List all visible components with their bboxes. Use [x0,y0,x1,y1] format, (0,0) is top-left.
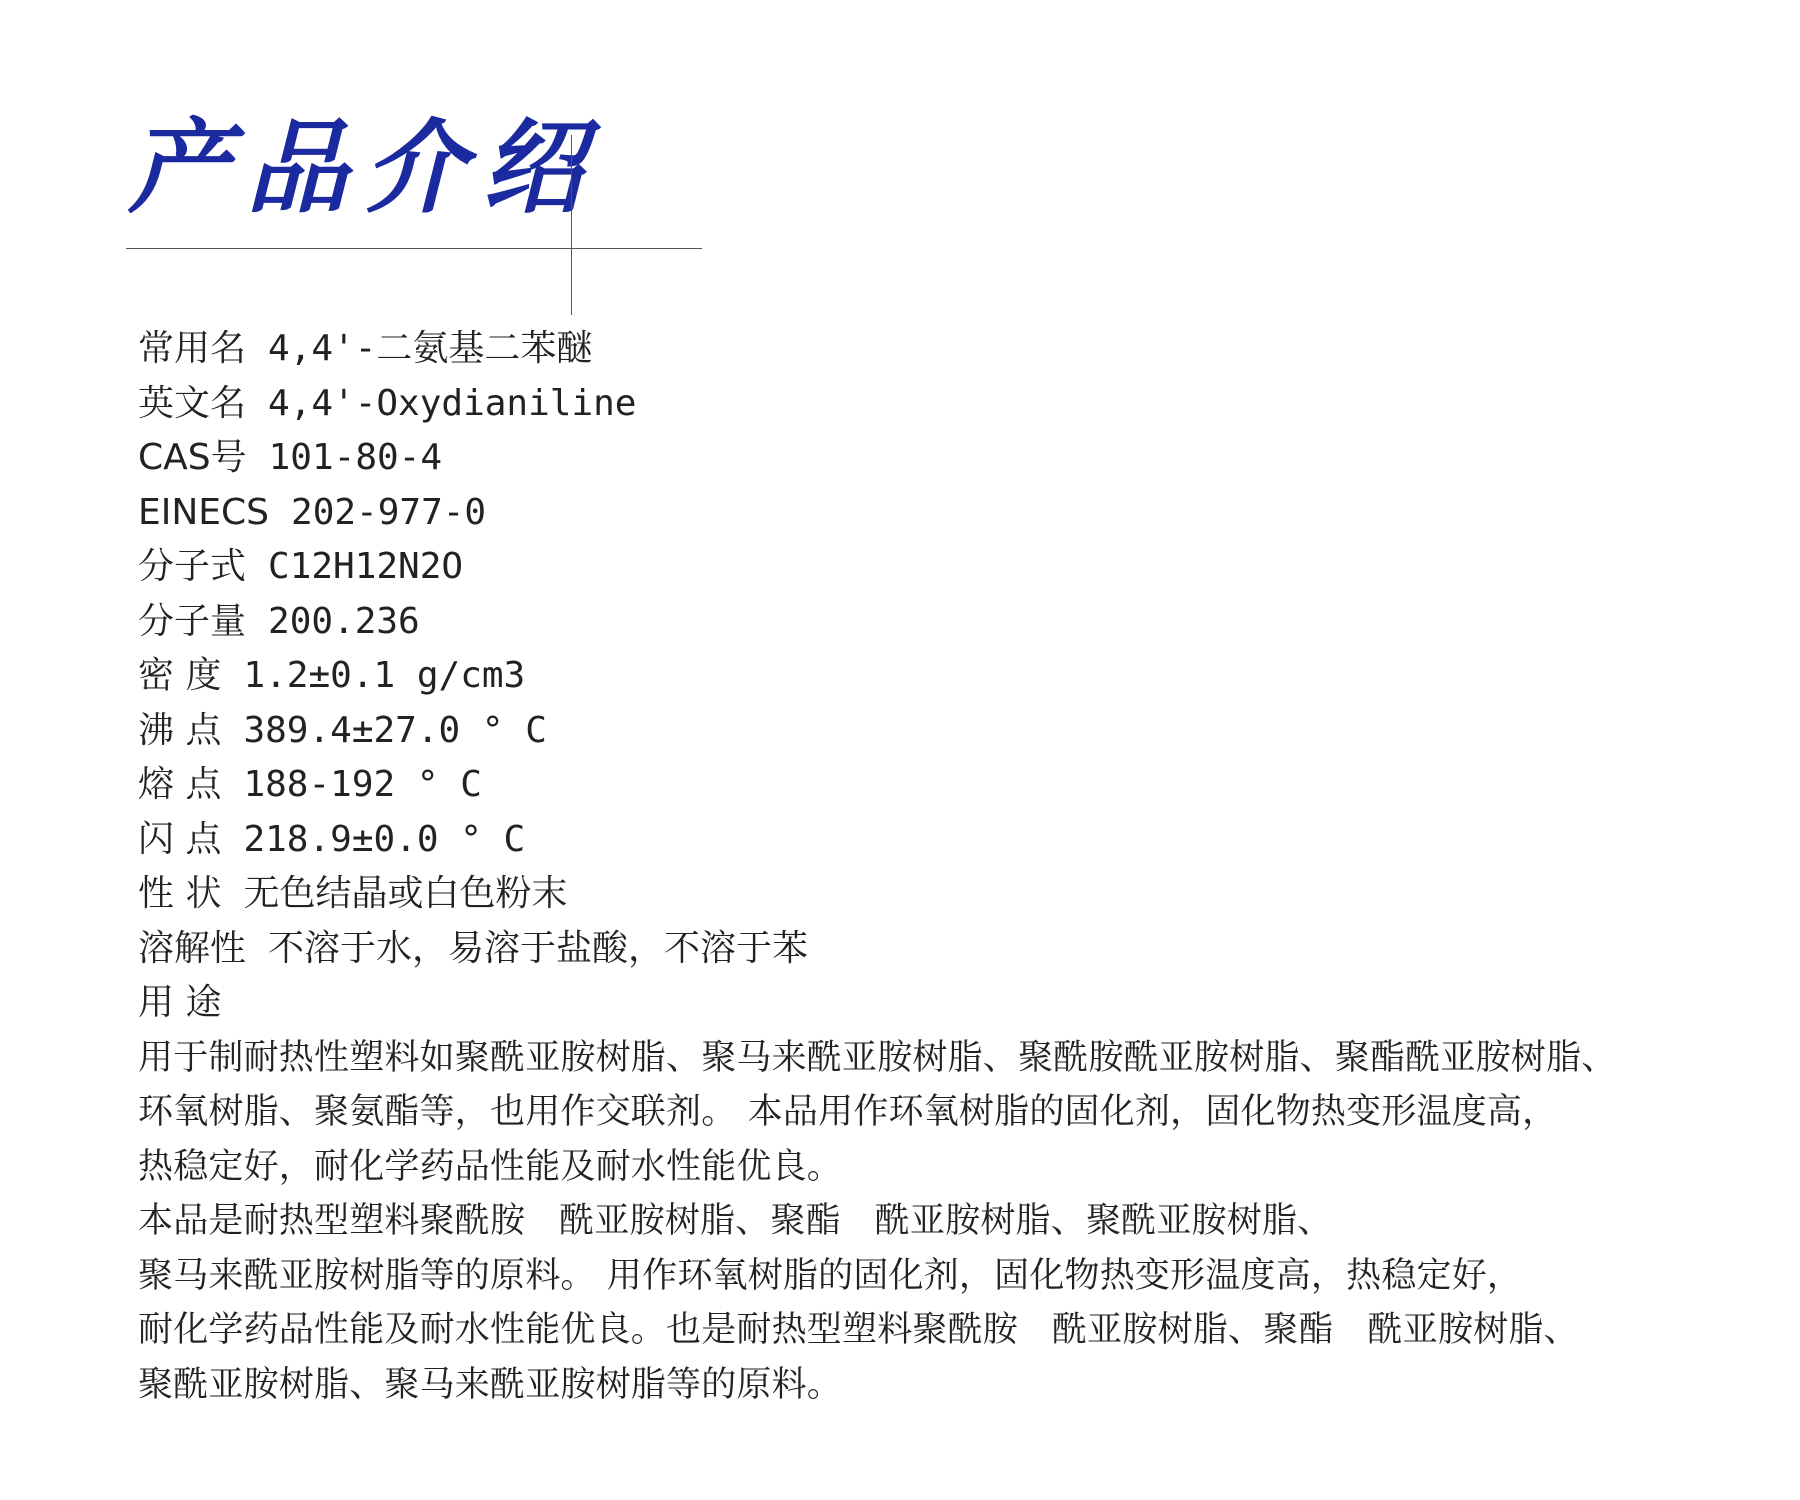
spec-label: 熔 点 [138,764,222,805]
usage-line: 耐化学药品性能及耐水性能优良。也是耐热型塑料聚酰胺 酰亚胺树脂、聚酯 酰亚胺树脂、 [138,1310,1579,1350]
usage-line: 聚马来酰亚胺树脂等的原料。 用作环氧树脂的固化剂，固化物热变形温度高，热稳定好， [138,1255,1523,1296]
spec-value: 不溶于水，易溶于盐酸，不溶于苯 [268,927,809,969]
spec-label: 分子式 [138,546,247,587]
spec-value: 218.9±0.0 ° C [243,818,526,860]
title-underline-divider [126,248,702,249]
spec-row-density [138,649,1778,704]
product-specs [138,322,1778,1412]
spec-row-formula [138,540,1778,595]
spec-value: 101-80-4 [268,437,443,478]
spec-label: 用 途 [138,982,222,1023]
spec-value: 202-977-0 [291,491,487,533]
spec-row-usage [138,976,1778,1031]
spec-row-english-name [138,377,1778,432]
spec-row-boiling-point [138,704,1778,759]
spec-label: CAS号 [138,437,247,478]
spec-row-cas [138,431,1778,486]
usage-line: 用于制耐热性塑料如聚酰亚胺树脂、聚马来酰亚胺树脂、聚酰胺酰亚胺树脂、聚酯酰亚胺树脂、 [138,1037,1617,1078]
spec-row-molecular-weight [138,595,1778,650]
spec-label: EINECS [138,491,270,533]
spec-label: 闪 点 [138,818,222,860]
page-title: 产品介绍 [128,108,600,228]
spec-value: 188-192 ° C [243,764,482,805]
spec-row-appearance [138,867,1778,922]
spec-label: 溶解性 [138,927,247,969]
spec-label: 英文名 [138,382,247,424]
usage-description [138,1031,1778,1413]
spec-value: 无色结晶或白色粉末 [243,873,568,914]
spec-value: 4,4'-二氨基二苯醚 [268,328,593,369]
spec-row-flash-point [138,813,1778,868]
spec-value: 200.236 [268,600,420,642]
spec-value: 389.4±27.0 ° C [243,709,547,751]
spec-value: C12H12N2O [268,546,464,587]
spec-row-common-name [138,322,1778,377]
spec-label: 密 度 [138,655,222,696]
spec-label: 分子量 [138,600,247,642]
spec-row-melting-point [138,758,1778,813]
spec-row-solubility [138,922,1778,977]
spec-value: 1.2±0.1 g/cm3 [243,655,526,696]
spec-label: 沸 点 [138,709,222,751]
usage-line: 本品是耐热型塑料聚酰胺 酰亚胺树脂、聚酯 酰亚胺树脂、聚酰亚胺树脂、 [138,1201,1333,1241]
usage-line: 聚酰亚胺树脂、聚马来酰亚胺树脂等的原料。 [138,1364,843,1405]
usage-line: 环氧树脂、聚氨酯等，也用作交联剂。 本品用作环氧树脂的固化剂，固化物热变形温度高， [138,1092,1558,1132]
spec-label: 性 状 [138,873,222,914]
title-vertical-divider [571,135,572,315]
usage-line: 热稳定好，耐化学药品性能及耐水性能优良。 [138,1146,843,1187]
spec-label: 常用名 [138,328,247,369]
spec-row-einecs [138,486,1778,541]
spec-value: 4,4'-Oxydianiline [268,382,637,424]
